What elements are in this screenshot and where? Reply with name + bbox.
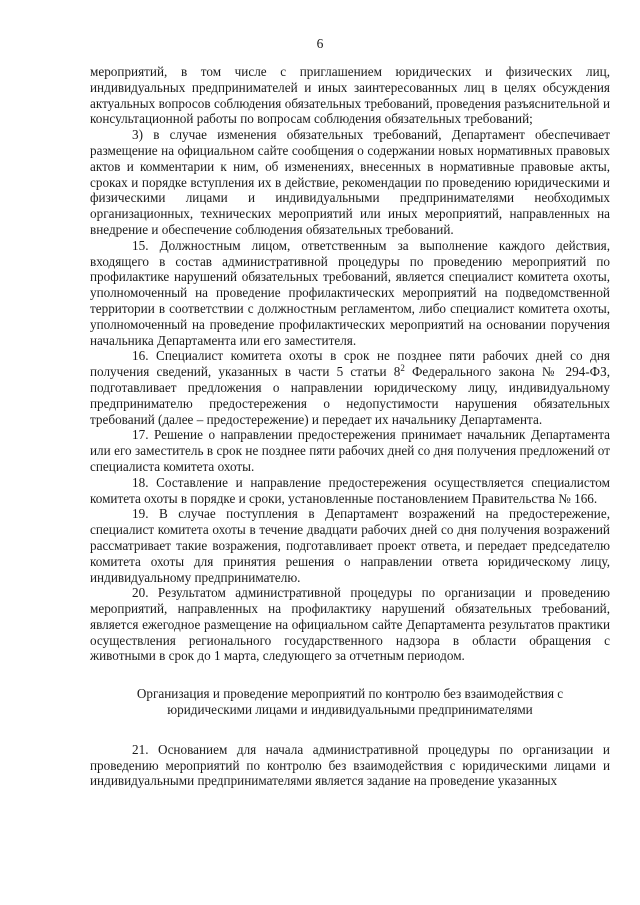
paragraph-21: 21. Основанием для начала административной процедуры по организации и проведению мероприятий по контролю без взаимодействия с юридическими лицами и индивидуальными предпринимателями является задание на проведение указанных (90, 741, 610, 789)
paragraph-16-end: Федерального закона № 294-ФЗ, подготавливает предложения о направлении юридическому лицу, индивидуальному предпринимателю предостережения о недопустимости нарушения обязательных требований (далее – предостережение) и передает их начальнику Департамента. (90, 364, 610, 427)
paragraph-17: 17. Решение о направлении предостережения принимает начальник Департамента или его заместитель в срок не позднее пяти рабочих дней со дня получения предложений от специалиста комитета охоты. (90, 427, 610, 474)
paragraph-item-3: 3) в случае изменения обязательных требований, Департамент обеспечивает размещение на официальном сайте сообщения о содержании новых нормативных правовых актов и комментарии к ним, об изменениях, внесенных в нормативные правовые акты, сроках и порядке вступления их в действие, рекомендации по проведению юридическими и физическими лицами и индивидуальными предпринимателями необходимых организационных, технических мероприятий или иных мероприятий, направленных на внедрение и обеспечение соблюдения обязательных требований. (90, 127, 610, 237)
paragraph-19: 19. В случае поступления в Департамент возражений на предостережение, специалист комитета охоты в течение двадцати рабочих дней со дня получения возражений рассматривает такие возражения, подготавливает проект ответа, и передает председателю комитета охоты для принятия решения о направлении ответа юридическому лицу, индивидуальному предпринимателю. (90, 506, 610, 585)
page-number: 6 (316, 36, 324, 51)
paragraph-20: 20. Результатом административной процедуры по организации и проведению мероприятий, направленных на профилактику нарушений обязательных требований, является ежегодное размещение на официальном сайте Департамента результатов практики осуществления регионального государственного надзора в области обращения с животными в срок до 1 марта, следующего за отчетным периодом. (90, 585, 610, 664)
section-heading: Организация и проведение мероприятий по контролю без взаимодействия с юридическими лицами и индивидуальными предпринимателями (136, 686, 564, 718)
paragraph-15: 15. Должностным лицом, ответственным за выполнение каждого действия, входящего в состав административной процедуры по проведению мероприятий по профилактике нарушений обязательных требований, является специалист комитета охоты, уполномоченный на проведение профилактических мероприятий на подведомственной территории в соответствии с должностным регламентом, либо специалист комитета охоты, уполномоченный на проведение профилактических мероприятий на основании поручения начальника Департамента или его заместителя. (90, 237, 610, 348)
paragraph-16-superscript: 2 (400, 363, 405, 374)
paragraph-18: 18. Составление и направление предостережения осуществляется специалистом комитета охоты в порядке и сроки, установленные постановлением Правительства № 166. (90, 474, 610, 506)
paragraph-continuation: мероприятий, в том числе с приглашением юридических и физических лиц, индивидуальных предпринимателей и иных заинтересованных лиц в целях обсуждения актуальных вопросов соблюдения обязательных требований, проведения разъяснительной и консультационной работы по вопросам соблюдения обязательных требований; (90, 64, 610, 127)
section-heading-block (90, 686, 610, 718)
paragraph-16-start: 16. Специалист комитета охоты в срок не позднее пяти рабочих дней со дня получения сведений, указанных в части 5 статьи 8 (90, 348, 610, 380)
document-body (90, 64, 610, 789)
paragraph-16 (90, 348, 610, 427)
